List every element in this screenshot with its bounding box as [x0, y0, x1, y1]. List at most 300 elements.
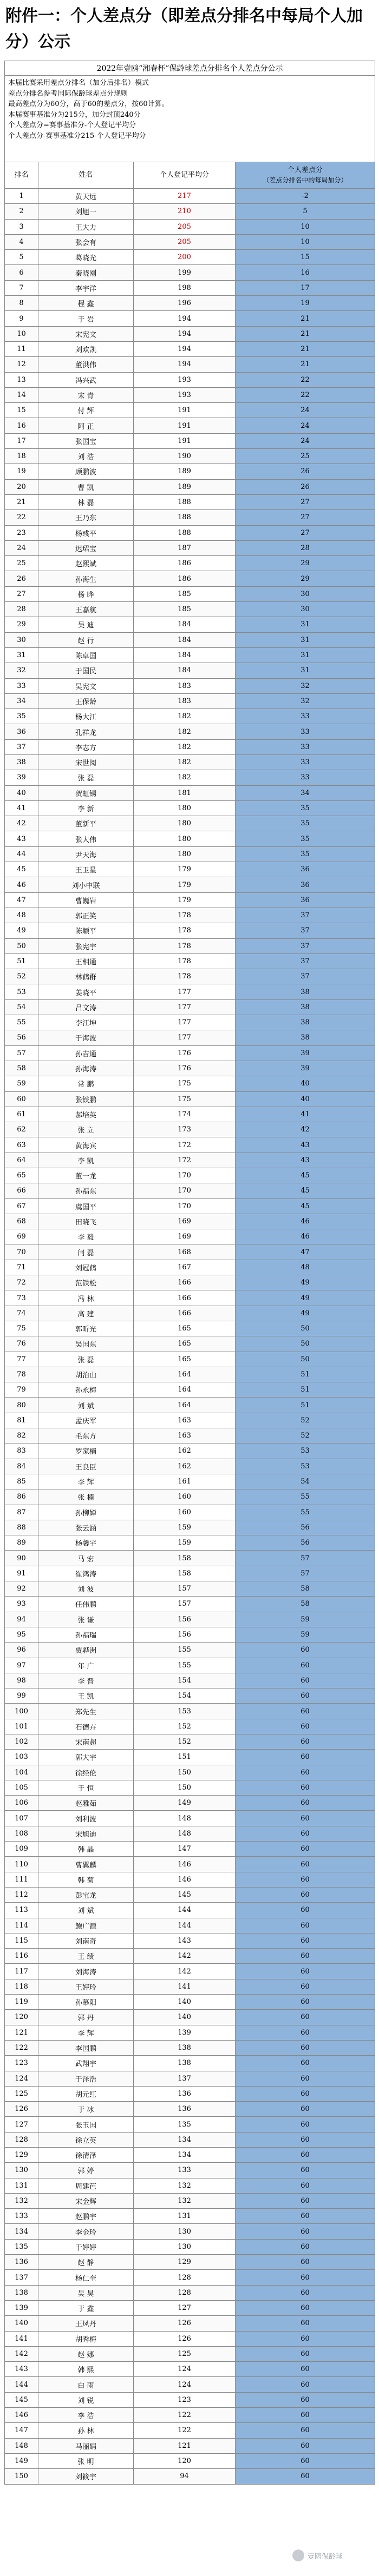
handicap-cell: 60 — [236, 2469, 375, 2484]
table-row — [5, 1505, 375, 1520]
handicap-cell: 60 — [236, 2239, 375, 2254]
sheet-caption: 2022年壹鸥“湘春杯”保龄球差点分排名个人差点分公示 — [5, 61, 375, 76]
header-handicap-note: （差点分排名中的每局加分） — [263, 176, 348, 184]
name-cell: 刘筱宇 — [38, 2469, 134, 2484]
handicap-cell: 35 — [236, 800, 375, 816]
average-cell: 166 — [134, 1275, 236, 1290]
table-row — [5, 2010, 375, 2025]
name-cell: 孔祥龙 — [38, 724, 134, 739]
rank-cell: 46 — [5, 877, 38, 892]
average-cell: 127 — [134, 2300, 236, 2315]
table-row — [5, 1734, 375, 1749]
rank-cell: 105 — [5, 1780, 38, 1795]
rank-cell: 30 — [5, 632, 38, 647]
average-cell: 133 — [134, 2163, 236, 2178]
name-cell: 胡秀梅 — [38, 2331, 134, 2346]
handicap-cell: 57 — [236, 1551, 375, 1566]
average-cell: 178 — [134, 938, 236, 953]
rank-cell: 136 — [5, 2255, 38, 2270]
name-cell: 孙海涛 — [38, 1061, 134, 1076]
name-cell: 郭 丹 — [38, 2010, 134, 2025]
rank-cell: 120 — [5, 2010, 38, 2025]
table-row — [5, 2408, 375, 2423]
name-cell: 张 磊 — [38, 770, 134, 785]
handicap-cell: 60 — [236, 2316, 375, 2331]
name-cell: 王 绩 — [38, 1949, 134, 1964]
handicap-cell: 16 — [236, 265, 375, 280]
rank-cell: 107 — [5, 1811, 38, 1826]
rank-cell: 96 — [5, 1643, 38, 1658]
average-cell: 172 — [134, 1153, 236, 1168]
rank-cell: 76 — [5, 1336, 38, 1352]
average-cell: 138 — [134, 2040, 236, 2055]
name-cell: 韩 晶 — [38, 1842, 134, 1857]
name-cell: 刘利波 — [38, 1811, 134, 1826]
name-cell: 李 浩 — [38, 2408, 134, 2423]
table-row — [5, 2300, 375, 2315]
handicap-cell: 60 — [236, 2224, 375, 2239]
table-body — [5, 189, 375, 2485]
table-row — [5, 602, 375, 617]
handicap-cell: 57 — [236, 1566, 375, 1581]
table-row — [5, 739, 375, 754]
handicap-cell: 17 — [236, 280, 375, 295]
rank-cell: 10 — [5, 326, 38, 341]
handicap-cell: 45 — [236, 1198, 375, 1214]
average-cell: 150 — [134, 1780, 236, 1795]
name-cell: 董新平 — [38, 816, 134, 831]
table-row — [5, 2132, 375, 2147]
handicap-cell: 60 — [236, 2025, 375, 2040]
rank-cell: 43 — [5, 831, 38, 846]
name-cell: 刘 斌 — [38, 1903, 134, 1918]
handicap-cell: 27 — [236, 525, 375, 540]
average-cell: 175 — [134, 1091, 236, 1107]
average-cell: 145 — [134, 1887, 236, 1902]
average-cell: 196 — [134, 296, 236, 311]
rank-cell: 91 — [5, 1566, 38, 1581]
table-row — [5, 800, 375, 816]
rank-cell: 32 — [5, 663, 38, 678]
handicap-cell: 60 — [236, 1673, 375, 1688]
average-cell: 191 — [134, 433, 236, 448]
table-row — [5, 2270, 375, 2285]
handicap-cell: 29 — [236, 556, 375, 571]
handicap-cell: 5 — [236, 204, 375, 219]
average-cell: 182 — [134, 770, 236, 785]
average-cell: 176 — [134, 1045, 236, 1061]
average-cell: 173 — [134, 1122, 236, 1137]
rank-cell: 34 — [5, 693, 38, 708]
table-row — [5, 1750, 375, 1765]
table-row — [5, 678, 375, 693]
average-cell: 162 — [134, 1443, 236, 1459]
handicap-cell: 36 — [236, 862, 375, 877]
average-cell: 122 — [134, 2423, 236, 2438]
table-row — [5, 280, 375, 295]
average-cell: 129 — [134, 2255, 236, 2270]
handicap-cell: 60 — [236, 2178, 375, 2193]
table-row — [5, 1076, 375, 1091]
rank-cell: 35 — [5, 709, 38, 724]
handicap-cell: 60 — [236, 2453, 375, 2468]
name-cell: 闫 磊 — [38, 1244, 134, 1260]
handicap-cell: 19 — [236, 296, 375, 311]
name-cell: 郝培英 — [38, 1107, 134, 1122]
name-cell: 韩 菊 — [38, 1872, 134, 1887]
table-row — [5, 1015, 375, 1030]
rank-cell: 4 — [5, 234, 38, 249]
rank-cell: 56 — [5, 1030, 38, 1045]
average-cell: 178 — [134, 908, 236, 923]
average-cell: 182 — [134, 724, 236, 739]
watermark — [292, 2547, 374, 2564]
average-cell: 159 — [134, 1535, 236, 1551]
average-cell: 155 — [134, 1643, 236, 1658]
rank-cell: 41 — [5, 800, 38, 816]
rank-cell: 66 — [5, 1183, 38, 1198]
average-cell: 132 — [134, 2193, 236, 2208]
average-cell: 132 — [134, 2178, 236, 2193]
handicap-cell: 48 — [236, 1260, 375, 1275]
table-row — [5, 2224, 375, 2239]
table-row — [5, 1704, 375, 1719]
name-cell: 吴国东 — [38, 1336, 134, 1352]
table-row — [5, 617, 375, 632]
table-row — [5, 754, 375, 770]
average-cell: 188 — [134, 510, 236, 525]
name-cell: 张 谦 — [38, 1612, 134, 1627]
average-cell: 166 — [134, 1306, 236, 1321]
average-cell: 165 — [134, 1352, 236, 1367]
rank-cell: 18 — [5, 449, 38, 464]
handicap-cell: 55 — [236, 1489, 375, 1505]
name-cell: 徐经伦 — [38, 1765, 134, 1780]
handicap-cell: 60 — [236, 2392, 375, 2407]
handicap-cell: 49 — [236, 1290, 375, 1306]
name-cell: 张云涵 — [38, 1520, 134, 1535]
name-cell: 年 广 — [38, 1658, 134, 1673]
name-cell: 郭昕光 — [38, 1321, 134, 1336]
table-row — [5, 1995, 375, 2010]
handicap-cell: 60 — [236, 1796, 375, 1811]
table-row — [5, 1183, 375, 1198]
rank-cell: 23 — [5, 525, 38, 540]
average-cell: 142 — [134, 1949, 236, 1964]
rank-cell: 100 — [5, 1704, 38, 1719]
table-row — [5, 2331, 375, 2346]
average-cell: 191 — [134, 403, 236, 418]
handicap-cell: 60 — [236, 1734, 375, 1749]
average-cell: 185 — [134, 586, 236, 601]
rank-cell: 59 — [5, 1076, 38, 1091]
handicap-cell: 32 — [236, 678, 375, 693]
average-cell: 152 — [134, 1719, 236, 1734]
handicap-cell: 37 — [236, 953, 375, 969]
name-cell: 付 辉 — [38, 403, 134, 418]
handicap-cell: 42 — [236, 1122, 375, 1137]
name-cell: 阿 正 — [38, 418, 134, 433]
table-row — [5, 464, 375, 479]
table-row — [5, 2316, 375, 2331]
handicap-sheet — [4, 61, 375, 2485]
name-cell: 吴 迪 — [38, 617, 134, 632]
handicap-cell: 24 — [236, 418, 375, 433]
name-cell: 崔鸿涛 — [38, 1566, 134, 1581]
table-row — [5, 1551, 375, 1566]
handicap-cell: 53 — [236, 1459, 375, 1474]
average-cell: 199 — [134, 265, 236, 280]
name-cell: 徐立英 — [38, 2132, 134, 2147]
handicap-cell: 60 — [236, 1995, 375, 2010]
average-cell: 157 — [134, 1581, 236, 1597]
handicap-cell: 39 — [236, 1061, 375, 1076]
name-cell: 吴宪文 — [38, 678, 134, 693]
handicap-cell: 38 — [236, 1015, 375, 1030]
average-cell: 191 — [134, 418, 236, 433]
name-cell: 冯 林 — [38, 1290, 134, 1306]
handicap-cell: 60 — [236, 1857, 375, 1872]
rank-cell: 111 — [5, 1872, 38, 1887]
rank-cell: 50 — [5, 938, 38, 953]
handicap-cell: 41 — [236, 1107, 375, 1122]
average-cell: 130 — [134, 2224, 236, 2239]
name-cell: 于 鑫 — [38, 2300, 134, 2315]
table-row — [5, 250, 375, 265]
header-name: 姓名 — [38, 162, 134, 189]
table-row — [5, 1275, 375, 1290]
average-cell: 179 — [134, 877, 236, 892]
sheet-caption-row — [5, 61, 375, 76]
rank-cell: 3 — [5, 219, 38, 234]
average-cell: 182 — [134, 739, 236, 754]
table-row — [5, 984, 375, 999]
rank-cell: 109 — [5, 1842, 38, 1857]
average-cell: 144 — [134, 1918, 236, 1933]
average-cell: 181 — [134, 785, 236, 800]
name-cell: 石德卉 — [38, 1719, 134, 1734]
table-row — [5, 1811, 375, 1826]
table-row — [5, 1030, 375, 1045]
rank-cell: 78 — [5, 1367, 38, 1382]
rank-cell: 2 — [5, 204, 38, 219]
rank-cell: 57 — [5, 1045, 38, 1061]
table-row — [5, 1688, 375, 1704]
name-cell: 孙慕阳 — [38, 1995, 134, 2010]
table-row — [5, 908, 375, 923]
handicap-cell: 60 — [236, 2255, 375, 2270]
handicap-cell: 25 — [236, 449, 375, 464]
rank-cell: 61 — [5, 1107, 38, 1122]
average-cell: 167 — [134, 1260, 236, 1275]
rank-cell: 131 — [5, 2178, 38, 2193]
average-cell: 124 — [134, 2362, 236, 2377]
handicap-cell: 52 — [236, 1428, 375, 1443]
handicap-cell: 45 — [236, 1168, 375, 1183]
table-row — [5, 1612, 375, 1627]
handicap-cell: -2 — [236, 189, 375, 204]
handicap-cell: 51 — [236, 1382, 375, 1398]
average-cell: 128 — [134, 2285, 236, 2300]
handicap-cell: 60 — [236, 1964, 375, 1979]
name-cell: 徐清泽 — [38, 2148, 134, 2163]
rank-cell: 6 — [5, 265, 38, 280]
average-cell: 189 — [134, 479, 236, 494]
name-cell: 张宪宇 — [38, 938, 134, 953]
average-cell: 157 — [134, 1597, 236, 1612]
rank-cell: 22 — [5, 510, 38, 525]
handicap-cell: 58 — [236, 1581, 375, 1597]
table-row — [5, 2163, 375, 2178]
average-cell: 193 — [134, 387, 236, 402]
name-cell: 王嘉航 — [38, 602, 134, 617]
handicap-cell: 50 — [236, 1352, 375, 1367]
name-cell: 迟珺宝 — [38, 540, 134, 555]
handicap-cell: 60 — [236, 1842, 375, 1857]
average-cell: 193 — [134, 372, 236, 387]
rank-cell: 149 — [5, 2453, 38, 2468]
table-row — [5, 1780, 375, 1795]
name-cell: 宋南超 — [38, 1734, 134, 1749]
name-cell: 刘欢凯 — [38, 341, 134, 356]
table-row — [5, 1474, 375, 1489]
name-cell: 胡治山 — [38, 1367, 134, 1382]
name-cell: 李 新 — [38, 800, 134, 816]
table-row — [5, 387, 375, 402]
note-line: 本届比赛采用差点分排名（加分后排名）模式 — [8, 79, 149, 87]
rank-cell: 88 — [5, 1520, 38, 1535]
name-cell: 彭宝龙 — [38, 1887, 134, 1902]
table-row — [5, 234, 375, 249]
name-cell: 顾鹏波 — [38, 464, 134, 479]
average-cell: 194 — [134, 326, 236, 341]
table-row — [5, 1122, 375, 1137]
table-row — [5, 999, 375, 1015]
table-row — [5, 632, 375, 647]
handicap-cell: 60 — [236, 1750, 375, 1765]
rank-cell: 48 — [5, 908, 38, 923]
name-cell: 王 凯 — [38, 1688, 134, 1704]
table-row — [5, 2438, 375, 2453]
name-cell: 刘 斌 — [38, 1398, 134, 1413]
handicap-cell: 60 — [236, 2086, 375, 2101]
handicap-cell: 40 — [236, 1091, 375, 1107]
table-row — [5, 1443, 375, 1459]
average-cell: 156 — [134, 1627, 236, 1642]
name-cell: 尹天海 — [38, 846, 134, 862]
table-row — [5, 2453, 375, 2468]
rank-cell: 72 — [5, 1275, 38, 1290]
table-row — [5, 2255, 375, 2270]
table-row — [5, 1168, 375, 1183]
rank-cell: 84 — [5, 1459, 38, 1474]
table-row — [5, 969, 375, 984]
rank-cell: 99 — [5, 1688, 38, 1704]
table-row — [5, 2056, 375, 2071]
handicap-cell: 52 — [236, 1413, 375, 1428]
name-cell: 杨 晔 — [38, 586, 134, 601]
handicap-cell: 51 — [236, 1398, 375, 1413]
table-row — [5, 2423, 375, 2438]
table-row — [5, 953, 375, 969]
name-cell: 赵鹏宇 — [38, 2209, 134, 2224]
handicap-cell: 60 — [236, 1643, 375, 1658]
page-title: 附件一：个人差点分（即差点分排名中每局个人加分）公示 — [5, 6, 363, 51]
average-cell: 163 — [134, 1413, 236, 1428]
average-cell: 164 — [134, 1382, 236, 1398]
table-row — [5, 1949, 375, 1964]
handicap-cell: 31 — [236, 617, 375, 632]
handicap-cell: 60 — [236, 2331, 375, 2346]
average-cell: 151 — [134, 1750, 236, 1765]
handicap-cell: 60 — [236, 2117, 375, 2132]
name-cell: 陈卓国 — [38, 647, 134, 663]
name-cell: 周建芭 — [38, 2178, 134, 2193]
rank-cell: 80 — [5, 1398, 38, 1413]
average-cell: 156 — [134, 1612, 236, 1627]
rank-cell: 45 — [5, 862, 38, 877]
handicap-cell: 60 — [236, 2102, 375, 2117]
rank-cell: 62 — [5, 1122, 38, 1137]
average-cell: 130 — [134, 2239, 236, 2254]
watermark-text: 壹鸥保龄球 — [308, 2552, 343, 2561]
table-row — [5, 372, 375, 387]
handicap-cell: 35 — [236, 816, 375, 831]
average-cell: 188 — [134, 494, 236, 509]
name-cell: 林 磊 — [38, 494, 134, 509]
handicap-cell: 10 — [236, 234, 375, 249]
table-row — [5, 1627, 375, 1642]
average-cell: 182 — [134, 754, 236, 770]
rank-cell: 27 — [5, 586, 38, 601]
table-row — [5, 1352, 375, 1367]
rank-cell: 25 — [5, 556, 38, 571]
table-row — [5, 1382, 375, 1398]
name-cell: 黄海宾 — [38, 1137, 134, 1153]
name-cell: 秦晓刚 — [38, 265, 134, 280]
table-row — [5, 540, 375, 555]
handicap-table — [4, 61, 375, 2485]
average-cell: 131 — [134, 2209, 236, 2224]
name-cell: 于国民 — [38, 663, 134, 678]
rank-cell: 24 — [5, 540, 38, 555]
handicap-cell: 46 — [236, 1229, 375, 1244]
rank-cell: 73 — [5, 1290, 38, 1306]
name-cell: 孟庆军 — [38, 1413, 134, 1428]
average-cell: 166 — [134, 1290, 236, 1306]
name-cell: 张大伟 — [38, 831, 134, 846]
note-line: 本届赛事基准分为215分，加分封顶240分 — [8, 110, 141, 119]
name-cell: 冯兴武 — [38, 372, 134, 387]
handicap-cell: 60 — [236, 2148, 375, 2163]
rank-cell: 51 — [5, 953, 38, 969]
average-cell: 179 — [134, 862, 236, 877]
table-row — [5, 1137, 375, 1153]
rank-cell: 29 — [5, 617, 38, 632]
handicap-cell: 33 — [236, 754, 375, 770]
rank-cell: 69 — [5, 1229, 38, 1244]
name-cell: 王乃东 — [38, 510, 134, 525]
average-cell: 180 — [134, 846, 236, 862]
table-row — [5, 2071, 375, 2086]
average-cell: 182 — [134, 709, 236, 724]
rank-cell: 125 — [5, 2086, 38, 2101]
name-cell: 孙柳婵 — [38, 1505, 134, 1520]
rank-cell: 110 — [5, 1857, 38, 1872]
rank-cell: 71 — [5, 1260, 38, 1275]
average-cell: 148 — [134, 1811, 236, 1826]
average-cell: 177 — [134, 1030, 236, 1045]
